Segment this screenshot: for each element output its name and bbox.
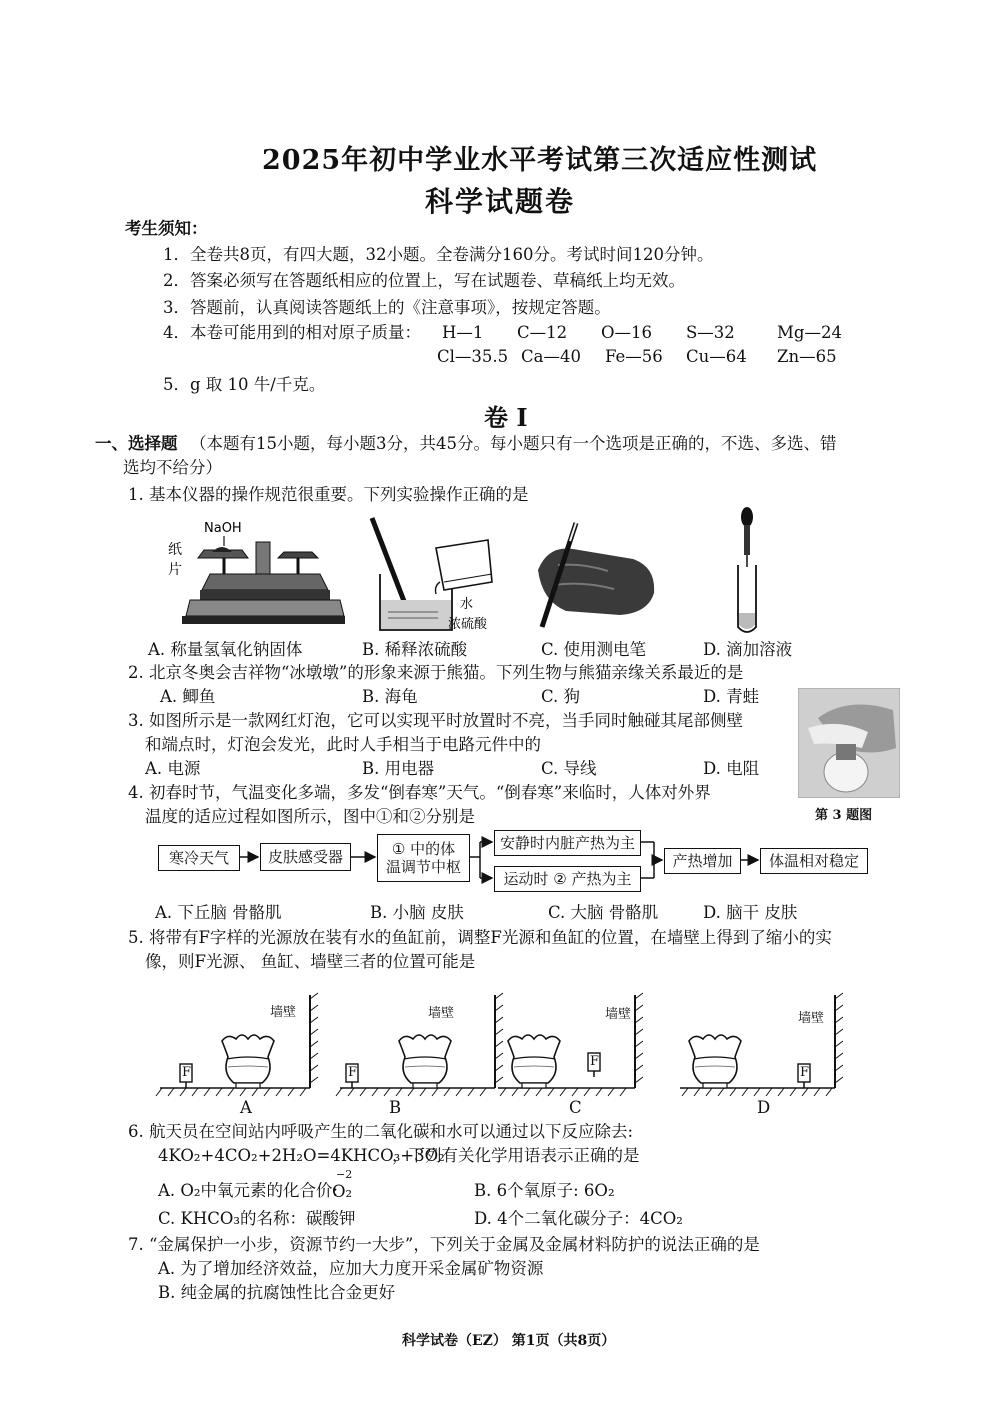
flow-box-cold-weather: 寒冷天气 (158, 845, 240, 871)
atomic-mass-mg: Mg—24 (777, 323, 842, 342)
q7-stem: 7. “金属保护一小步，资源节约一大步”，下列关于金属及金属材料防护的说法正确的是 (128, 1235, 760, 1254)
flow-box-skin-receptor: 皮肤感受器 (260, 843, 351, 871)
q2-stem: 2. 北京冬奥会吉祥物“冰墩墩”的形象来源于熊猫。下列生物与熊猫亲缘关系最近的是 (128, 663, 744, 682)
q4-stem-2: 温度的适应过程如图所示，图中①和②分别是 (145, 807, 475, 826)
q1-stem: 1. 基本仪器的操作规范很重要。下列实验操作正确的是 (128, 485, 529, 504)
q7-option-a: A. 为了增加经济效益，应加大力度开采金属矿物资源 (158, 1259, 544, 1278)
wall-label-a: 墙壁 (270, 1005, 297, 1020)
wall-label-c: 墙壁 (605, 1007, 632, 1022)
q6-stem: 6. 航天员在空间站内呼吸产生的二氧化碳和水可以通过以下反应除去: (128, 1122, 634, 1141)
f-label-d: F (800, 1065, 810, 1080)
flow-box-exercise: 运动时 ② 产热为主 (494, 866, 641, 892)
atomic-mass-ca: Ca—40 (521, 347, 581, 366)
flow-box-stable-temp: 体温相对稳定 (760, 848, 868, 874)
q6-equation: 4KO₂+4CO₂+2H₂O=4KHCO₃+3O₂ (158, 1146, 445, 1165)
flow-box-heat-increase: 产热增加 (664, 848, 741, 874)
paper-label-1: 纸 (168, 542, 182, 558)
q2-option-b: B. 海龟 (362, 687, 418, 706)
wall-label-b: 墙壁 (428, 1006, 455, 1021)
q2-option-c: C. 狗 (541, 687, 581, 706)
atomic-mass-c: C—12 (517, 323, 568, 342)
exam-subtitle: 科学试题卷 (425, 185, 576, 218)
q5-letter-d: D (757, 1098, 771, 1117)
q4-option-a: A. 下丘脑 骨骼肌 (155, 903, 282, 922)
flow-box-center (377, 834, 470, 882)
section-heading: 一、选择题 (95, 434, 178, 453)
dropper-figure (718, 505, 778, 640)
f-label-b: F (348, 1065, 358, 1080)
q4-option-b: B. 小脑 皮肤 (370, 903, 464, 922)
atomic-mass-s: S—32 (686, 323, 735, 342)
q5-stem-2: 像，则F光源、 鱼缸、墙壁三者的位置可能是 (145, 952, 476, 971)
paper-label-2: 片 (168, 562, 182, 578)
water-label: 水 (460, 597, 474, 612)
q4-stem-1: 4. 初春时节，气温变化多端，多发“倒春寒”天气。“倒春寒”来临时，人体对外界 (128, 783, 711, 802)
acid-label: 浓硫酸 (448, 617, 488, 632)
q2-option-a: A. 鲫鱼 (160, 687, 216, 706)
atomic-mass-h: H—1 (442, 323, 484, 342)
q4-option-d: D. 脑干 皮肤 (703, 903, 798, 922)
section-desc-1: （本题有15小题，每小题3分，共45分。每小题只有一个选项是正确的，不选、多选、错 (190, 434, 837, 453)
notice-item-2: 2．答案必须写在答题纸相应的位置上，写在试题卷、草稿纸上均无效。 (163, 271, 685, 290)
atomic-mass-fe: Fe—56 (605, 347, 663, 366)
page-footer: 科学试卷（EZ） 第1页（共8页） (402, 1333, 616, 1349)
q3-option-a: A. 电源 (145, 759, 201, 778)
q3-option-d: D. 电阻 (703, 759, 760, 778)
q1-option-d: D. 滴加溶液 (703, 640, 793, 659)
q5-letter-a: A (240, 1098, 252, 1117)
notice-item-1: 1．全卷共8页，有四大题，32小题。全卷满分160分。考试时间120分钟。 (163, 245, 714, 264)
notice-item-5: 5．g 取 10 牛/千克。 (163, 375, 326, 394)
q6-option-a: A. O₂中氧元素的化合价: (158, 1181, 339, 1200)
balance-figure (160, 512, 345, 642)
q3-option-c: C. 导线 (541, 759, 597, 778)
q3-stem-2: 和端点时，灯泡会发光，此时人手相当于电路元件中的 (145, 735, 541, 754)
naoh-label: NaOH (204, 521, 242, 536)
volume-title: 卷 Ⅰ (484, 403, 528, 432)
q6-option-a-symbol: O₂ (332, 1182, 353, 1201)
exam-title: 2025年初中学业水平考试第三次适应性测试 (262, 145, 818, 176)
wall-label-d: 墙壁 (798, 1011, 825, 1026)
flow-center-line-2: 温调节中枢 (385, 858, 461, 876)
notice-item-4: 4．本卷可能用到的相对原子质量： (163, 323, 421, 342)
q6-option-b: B. 6个氧原子: 6O₂ (474, 1181, 615, 1200)
q1-option-b: B. 稀释浓硫酸 (362, 640, 468, 659)
bulb-photo (798, 688, 900, 798)
q5-letter-c: C (569, 1098, 582, 1117)
q1-option-a: A. 称量氢氧化钠固体 (148, 640, 303, 659)
atomic-mass-cl: Cl—35.5 (437, 347, 509, 366)
flow-center-line-1: ① 中的体 (391, 840, 456, 858)
q6-option-c: C. KHCO₃的名称：碳酸钾 (158, 1209, 356, 1228)
dilution-figure (360, 512, 510, 642)
q3-option-b: B. 用电器 (362, 759, 435, 778)
q6-equation-tail: ，下列有关化学用语表示正确的是 (392, 1146, 640, 1165)
q6-option-d: D. 4个二氧化碳分子：4CO₂ (474, 1209, 683, 1228)
q6-option-a-valence: −2 (336, 1168, 353, 1181)
section-desc-2: 选均不给分） (123, 458, 222, 477)
flow-box-rest: 安静时内脏产热为主 (494, 830, 641, 856)
q3-caption: 第 3 题图 (815, 808, 873, 823)
q4-option-c: C. 大脑 骨骼肌 (548, 903, 659, 922)
f-label-a: F (182, 1065, 192, 1080)
q7-option-b: B. 纯金属的抗腐蚀性比合金更好 (158, 1283, 396, 1302)
atomic-mass-o: O—16 (601, 323, 653, 342)
q5-diagrams (150, 985, 860, 1115)
q2-option-d: D. 青蛙 (703, 687, 760, 706)
f-label-c: F (590, 1054, 600, 1069)
notice-item-3: 3．答题前，认真阅读答题纸上的《注意事项》，按规定答题。 (163, 298, 611, 317)
tester-pen-figure (528, 515, 663, 635)
notice-heading: 考生须知： (125, 219, 208, 238)
q3-stem-1: 3. 如图所示是一款网红灯泡，它可以实现平时放置时不亮，当手同时触碰其尾部侧壁 (128, 711, 743, 730)
atomic-mass-cu: Cu—64 (686, 347, 747, 366)
q5-stem-1: 5. 将带有F字样的光源放在装有水的鱼缸前，调整F光源和鱼缸的位置，在墙壁上得到了缩小的实 (128, 928, 832, 947)
q1-option-c: C. 使用测电笔 (541, 640, 647, 659)
atomic-mass-zn: Zn—65 (777, 347, 837, 366)
q5-letter-b: B (389, 1098, 402, 1117)
